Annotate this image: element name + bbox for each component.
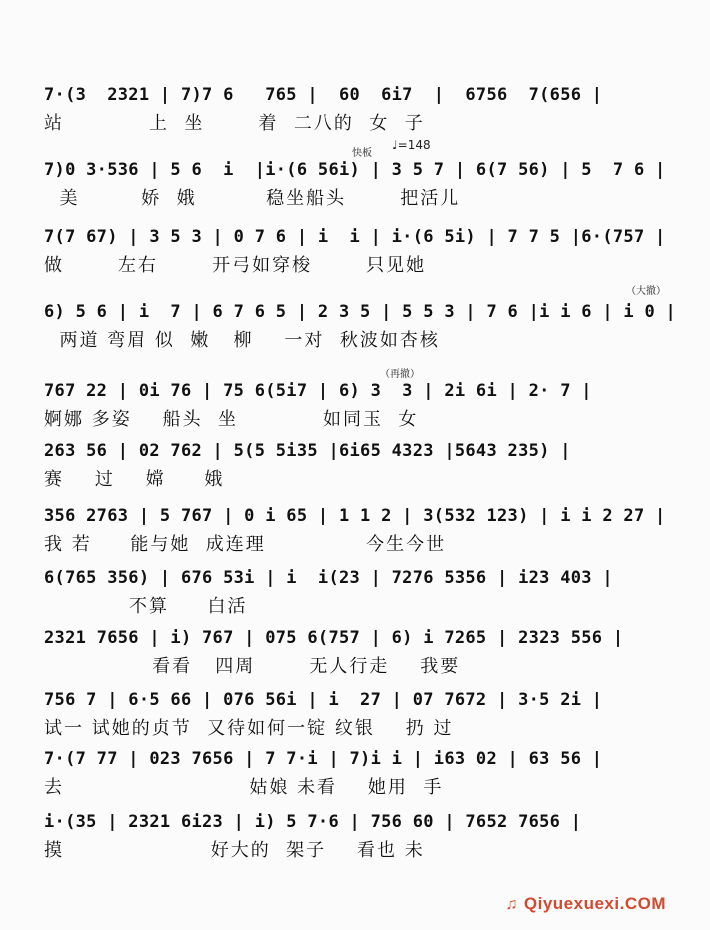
notation-line: 767 22 | 0i 76 | 75 6(5i7 | 6) 3 3 | 2i 6i | 2· 7 | [44, 381, 592, 401]
lyric-line: 美 娇 娥 稳坐船头 把活儿 [44, 188, 461, 209]
notation-line: 263 56 | 02 762 | 5(5 5i35 |6i65 4323 |5643 235) | [44, 441, 571, 461]
tempo-marking: ♩=148 [392, 138, 431, 152]
notation-line: 356 2763 | 5 767 | 0 i 65 | 1 1 2 | 3(532 123) | i i 2 27 | [44, 506, 666, 526]
accel-marking-2: （再撤） [380, 369, 420, 380]
lyric-line: 试一 试她的贞节 又待如何一锭 纹银 扔 过 [44, 718, 454, 739]
music-note-icon: ♫ [505, 896, 518, 913]
notation-line: 7·(3 2321 | 7)7 6 765 | 60 6i7 | 6756 7(656 | [44, 85, 603, 105]
accel-marking-1: （大撤） [626, 286, 666, 297]
lyric-line: 两道 弯眉 似 嫩 柳 一对 秋波如杏核 [44, 330, 440, 351]
tempo-label: 快板 [352, 148, 372, 159]
lyric-line: 看看 四周 无人行走 我要 [44, 656, 461, 677]
notation-line: i·(35 | 2321 6i23 | i) 5 7·6 | 756 60 | 7652 7656 | [44, 812, 582, 832]
notation-line: 6) 5 6 | i 7 | 6 7 6 5 | 2 3 5 | 5 5 3 | 7 6 |i i 6 | i 0 | [44, 302, 677, 322]
lyric-line: 婀娜 多姿 船头 坐 如同玉 女 [44, 409, 419, 430]
lyric-line: 摸 好大的 架子 看也 未 [44, 840, 425, 861]
notation-line: 6(765 356) | 676 53i | i i(23 | 7276 5356 | i23 403 | [44, 568, 613, 588]
lyric-line: 站 上 坐 着 二八的 女 子 [44, 113, 425, 134]
notation-line: 7(7 67) | 3 5 3 | 0 7 6 | i i | i·(6 5i) | 7 7 5 |6·(757 | [44, 227, 666, 247]
lyric-line: 做 左右 开弓如穿梭 只见她 [44, 255, 427, 276]
site-watermark [505, 894, 666, 914]
lyric-line: 不算 白活 [44, 596, 248, 617]
notation-line: 7)0 3·536 | 5 6 i |i·(6 56i) | 3 5 7 | 6(7 56) | 5 7 6 | [44, 160, 666, 180]
lyric-line: 我 若 能与她 成连理 今生今世 [44, 534, 447, 555]
lyric-line: 赛 过 嫦 娥 [44, 469, 225, 490]
notation-line: 756 7 | 6·5 66 | 076 56i | i 27 | 07 7672 | 3·5 2i | [44, 690, 603, 710]
lyric-line: 去 姑娘 未看 她用 手 [44, 777, 444, 798]
notation-line: 7·(7 77 | 023 7656 | 7 7·i | 7)i i | i63 02 | 63 56 | [44, 749, 603, 769]
watermark-text: Qiyuexuexi.COM [523, 894, 666, 913]
notation-line: 2321 7656 | i) 767 | 075 6(757 | 6) i 7265 | 2323 556 | [44, 628, 624, 648]
